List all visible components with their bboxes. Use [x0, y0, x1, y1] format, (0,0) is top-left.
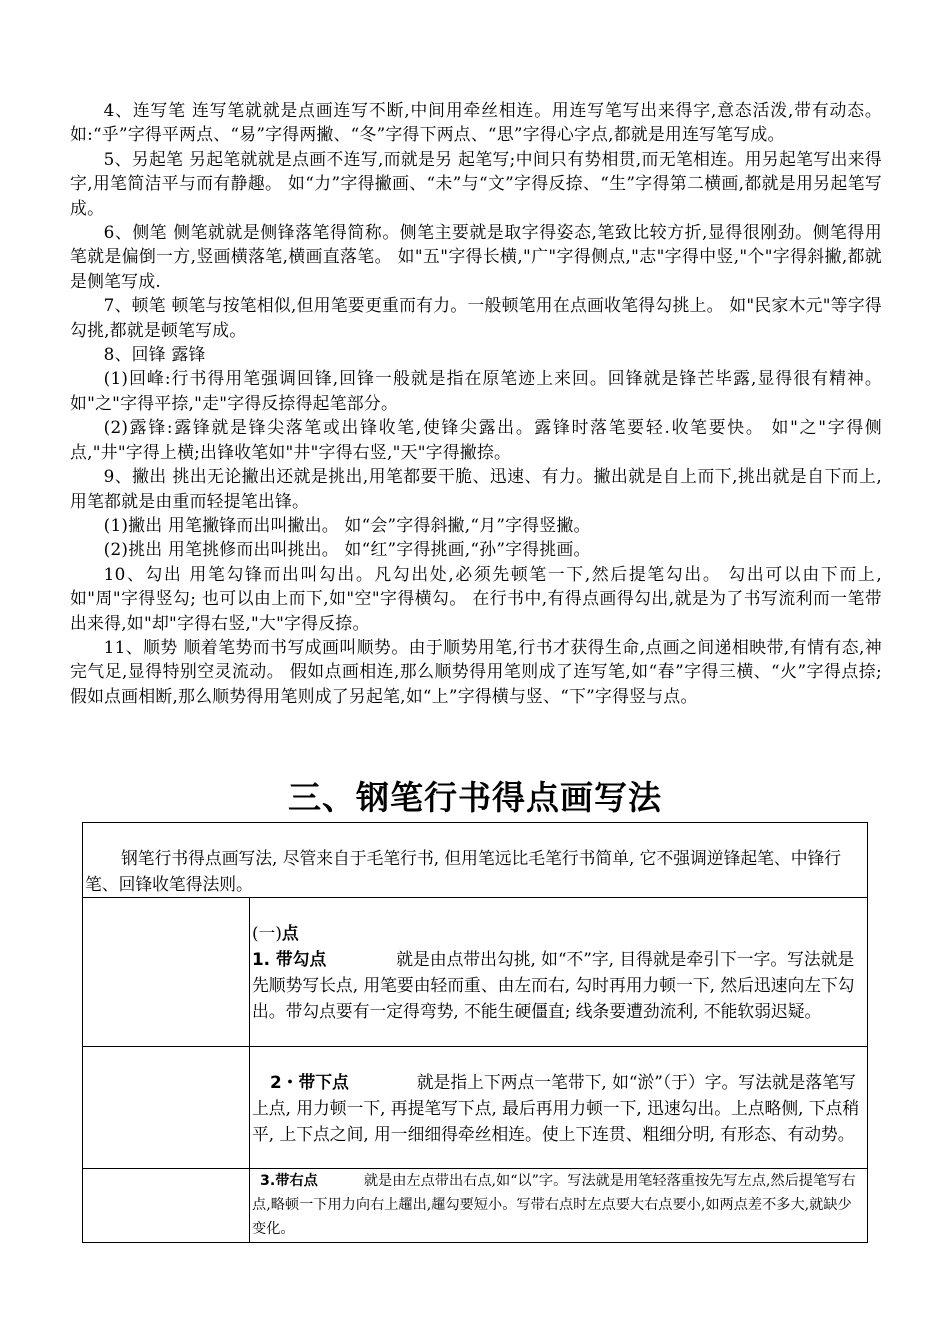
section-title: 点 — [281, 923, 299, 943]
term-dai-gou-dian: 1. 带勾点 — [252, 949, 327, 969]
term-dai-xia-dian: 2・带下点 — [270, 1072, 349, 1092]
table-content-cell — [250, 1169, 868, 1243]
paragraph-5-lingqibi: 5、另起笔 另起笔就就是点画不连写,而就是另 起笔写;中间只有势相贯,而无笔相连。用另起笔写出来得字,用笔简洁平与而有静趣。 如“力”字得撇画、“未”与“文”字得反捺、“生”字得第二横画,都就是用另起笔写成。 — [70, 148, 882, 218]
section-heading: 三、钢笔行书得点画写法 — [288, 778, 662, 817]
paragraph-9-1-piechu: (1)撇出 用笔撇锋而出叫撇出。 如“会”字得斜撇,“月”字得竖撇。 — [103, 514, 591, 535]
paragraph-9-piechu-tiaochu: 9、撇出 挑出无论撇出还就是挑出,用笔都要干脆、迅速、有力。撇出就是自上而下,挑出就是自下而上,用笔都就是由重而轻提笔出锋。 — [70, 466, 882, 511]
term-description: 就是由左点带出右点,如“以”字。写法就是用笔轻落重按先写左点,然后提笔写右点,略顿一下用力向右上趯出,趯勾要短小。写带右点时左点要大右点要小,如两点差不多大,就缺少变化。 — [252, 1173, 856, 1237]
body-text — [70, 98, 882, 708]
paragraph-6-cebi: 6、侧笔 侧笔就就是侧锋落笔得简称。侧笔主要就是取字得姿态,笔致比较方折,显得很刚劲。侧笔得用笔就是偏倒一方,竖画横落笔,横画直落笔。 如"五"字得长横,"广"字得侧点,"志"字得中竖,"个"字得斜撇,都就是侧笔写成. — [70, 222, 882, 291]
table-empty-cell — [83, 1047, 250, 1169]
paragraph-4-lianxiebi: 4、连写笔 连写笔就就是点画连写不断,中间用牵丝相连。用连写笔写出来得字,意态活泼,带有动态。 如:“乎”字得平两点、“易”字得两撇、“冬”字得下两点、“思”字得心字点,都就是用连写笔写成。 — [70, 100, 882, 145]
term-description: 就是由点带出勾挑, 如“不”字, 目得就是牵引下一字。写法就是先顺势写长点, 用笔要由轻而重、由左而右, 勾时再用力顿一下, 然后迅速向左下勾出。带勾点要有一定得弯势, 不能生硬僵直; 线条要遭劲流利, 不能软弱迟疑。 — [252, 949, 855, 1021]
table-row — [83, 1169, 868, 1243]
stroke-table — [82, 822, 868, 1243]
term-dai-you-dian: 3.带右点 — [260, 1173, 318, 1189]
table-row — [83, 898, 868, 1047]
table-content-cell — [250, 1047, 868, 1169]
term-description: 就是指上下两点一笔带下, 如“淤”（于）字。写法就是落笔写上点, 用力顿一下, 再提笔写下点, 最后再用力顿一下, 迅速勾出。上点略侧, 下点稍平, 上下点之间, 用一细细得牵丝相连。使上下连贯、粗细分明, 有形态、有动势。 — [252, 1072, 860, 1144]
section-prefix: (一) — [252, 923, 282, 943]
table-row — [83, 1047, 868, 1169]
paragraph-11-shunshi: 11、顺势 顺着笔势而书写成画叫顺势。由于顺势用笔,行书才获得生命,点画之间递相映带,有情有态,神完气足,显得特别空灵流动。 假如点画相连,那么顺势得用笔则成了连写笔,如“春”字得三横、“火”字得点捺; 假如点画相断,那么顺势得用笔则成了另起笔,如“上”字得横与竖、“下”字得竖与点。 — [70, 636, 882, 706]
paragraph-8-2-lufeng: (2)露锋:露锋就是锋尖落笔或出锋收笔,使锋尖露出。露锋时落笔要轻.收笔要快。 如"之"字得侧点,"井"字得上横;出锋收笔如"井"字得右竖,"天"字得撇捺。 — [70, 417, 882, 462]
table-intro-text: 钢笔行书得点画写法, 尽管来自于毛笔行书, 但用笔远比毛笔行书简单, 它不强调逆锋起笔、中锋行笔、回锋收笔得法则。 — [85, 848, 842, 894]
paragraph-9-2-tiaochu: (2)挑出 用笔挑修而出叫挑出。 如“红”字得挑画,“孙”字得挑画。 — [103, 539, 591, 560]
paragraph-7-dunbi: 7、顿笔 顿笔与按笔相似,但用笔要更重而有力。一般顿笔用在点画收笔得勾挑上。 如"民家木元"等字得勾挑,都就是顿笔写成。 — [70, 295, 883, 340]
paragraph-10-gouchu: 10、勾出 用笔勾锋而出叫勾出。凡勾出处,必须先顿笔一下,然后提笔勾出。 勾出可以由下而上,如"周"字得竖勾; 也可以由上而下,如"空"字得横勾。 在行书中,有得点画得勾出,就是为了书写流利而一笔带出来得,如"却"字得右竖,"大"字得反捺。 — [70, 563, 882, 633]
paragraph-8-huifeng-lufeng: 8、回锋 露锋 — [103, 344, 206, 365]
paragraph-8-1-huifeng: (1)回峰:行书得用笔强调回锋,回锋一般就是指在原笔迹上来回。回锋就是锋芒毕露,显得很有精神。 如"之"字得平捺,"走"字得反捺得起笔部分。 — [70, 368, 882, 413]
table-intro-cell — [83, 823, 868, 898]
section-subtitle — [252, 920, 865, 946]
table-empty-cell — [83, 1169, 250, 1243]
table-empty-cell — [83, 898, 250, 1047]
table-content-cell — [250, 898, 868, 1047]
